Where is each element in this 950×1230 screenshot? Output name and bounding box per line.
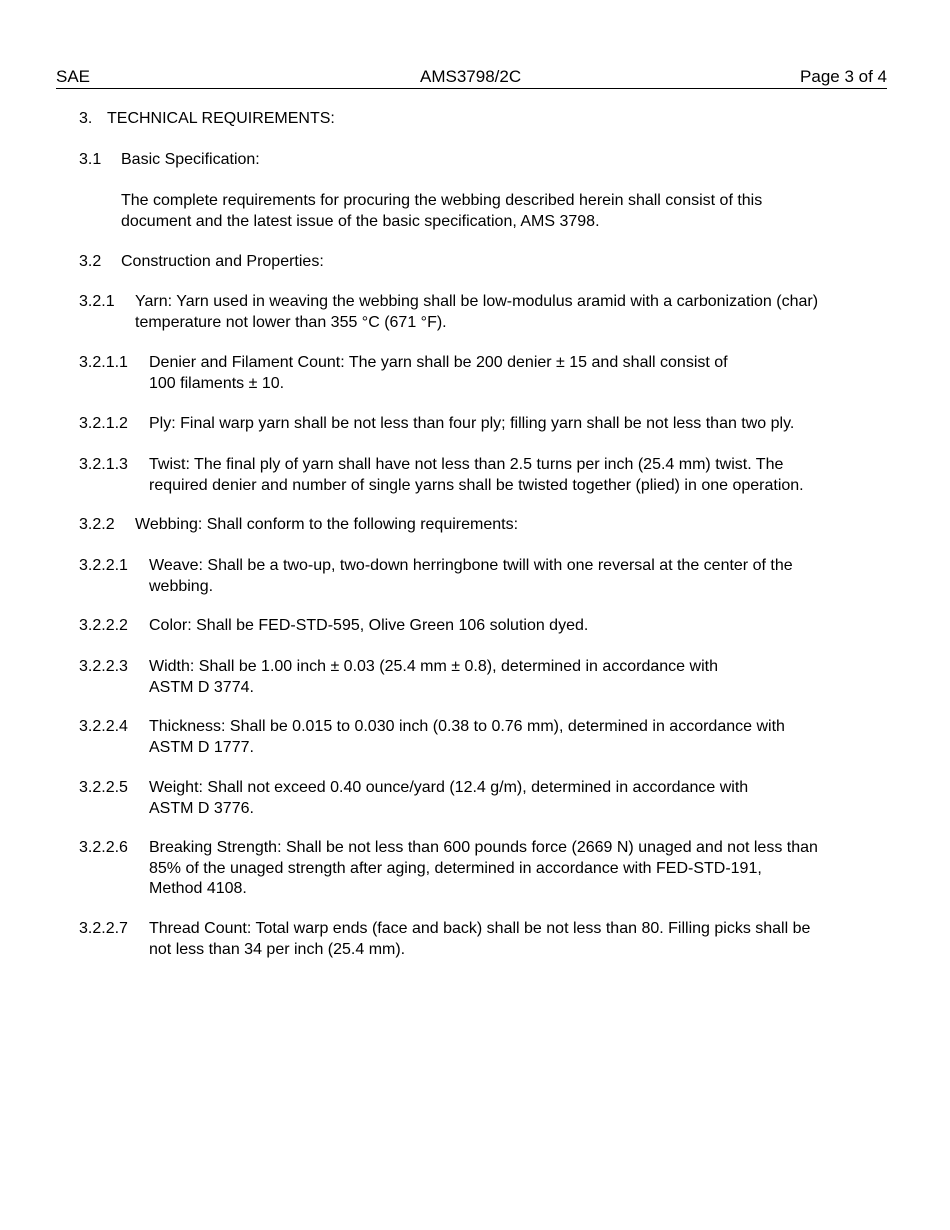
section-number: 3.2.2	[79, 516, 115, 533]
section-title: Construction and Properties:	[121, 253, 324, 270]
section-number: 3.2.1.1	[79, 354, 128, 371]
paragraph-line: Twist: The final ply of yarn shall have not less than 2.5 turns per inch (25.4 mm) twist. The	[149, 456, 784, 473]
paragraph-line: Method 4108.	[149, 880, 247, 897]
paragraph-line: Webbing: Shall conform to the following requirements:	[135, 516, 519, 533]
section-number: 3.2.1	[79, 293, 115, 310]
paragraph-line: 100 filaments ± 10.	[149, 374, 285, 392]
section-number: 3.1	[79, 151, 102, 168]
paragraph-line: webbing.	[149, 577, 214, 595]
header-page-number: Page 3 of 4	[800, 67, 887, 86]
section-title: Basic Specification:	[121, 151, 260, 168]
paragraph-line: Weave: Shall be a two-up, two-down herringbone twill with one reversal at the center of the	[149, 557, 793, 574]
section-title: TECHNICAL REQUIREMENTS:	[107, 110, 335, 127]
paragraph-line: not less than 34 per inch (25.4 mm).	[149, 940, 406, 958]
section-number: 3.2.2.4	[79, 718, 128, 735]
paragraph-line: Denier and Filament Count: The yarn shall be 200 denier ± 15 and shall consist of	[149, 354, 728, 371]
page-header	[56, 66, 887, 89]
paragraph-line: Thickness: Shall be 0.015 to 0.030 inch (0.38 to 0.76 mm), determined in accordance with	[149, 718, 785, 735]
header-doc-id: AMS3798/2C	[420, 67, 522, 86]
section-number: 3.2.2.6	[79, 839, 128, 856]
paragraph-line: Width: Shall be 1.00 inch ± 0.03 (25.4 mm ± 0.8), determined in accordance with	[149, 658, 718, 675]
paragraph-line: Thread Count: Total warp ends (face and back) shall be not less than 80. Filling picks shall be	[149, 920, 811, 937]
paragraph-line: document and the latest issue of the basic specification, AMS 3798.	[121, 212, 600, 230]
section-number: 3.2.2.3	[79, 658, 128, 675]
paragraph-line: Yarn: Yarn used in weaving the webbing shall be low-modulus aramid with a carbonization (char)	[135, 293, 819, 310]
paragraph-line: The complete requirements for procuring the webbing described herein shall consist of this	[121, 192, 763, 209]
header-org: SAE	[56, 67, 91, 86]
paragraph-line: required denier and number of single yarns shall be twisted together (plied) in one operation.	[149, 476, 804, 494]
section-number: 3.	[79, 110, 93, 127]
paragraph-line: ASTM D 3774.	[149, 678, 254, 696]
paragraph-line: Color: Shall be FED-STD-595, Olive Green 106 solution dyed.	[149, 617, 589, 634]
paragraph-line: ASTM D 3776.	[149, 799, 254, 817]
paragraph-line: Ply: Final warp yarn shall be not less than four ply; filling yarn shall be not less than two ply.	[149, 415, 795, 432]
paragraph-line: temperature not lower than 355 °C (671 °F).	[135, 313, 447, 331]
section-number: 3.2.1.2	[79, 415, 128, 432]
section-number: 3.2.2.2	[79, 617, 128, 634]
paragraph-line: ASTM D 1777.	[149, 738, 254, 756]
paragraph-line: Breaking Strength: Shall be not less than 600 pounds force (2669 N) unaged and not less than	[149, 839, 818, 856]
paragraph-line: 85% of the unaged strength after aging, determined in accordance with FED-STD-191,	[149, 859, 762, 877]
section-number: 3.2.2.1	[79, 557, 128, 574]
body-paragraph	[121, 191, 762, 232]
section-number: 3.2.2.7	[79, 920, 128, 937]
section-number: 3.2	[79, 253, 102, 270]
section-number: 3.2.2.5	[79, 779, 128, 796]
section-number: 3.2.1.3	[79, 456, 128, 473]
paragraph-line: Weight: Shall not exceed 0.40 ounce/yard (12.4 g/m), determined in accordance with	[149, 779, 749, 796]
